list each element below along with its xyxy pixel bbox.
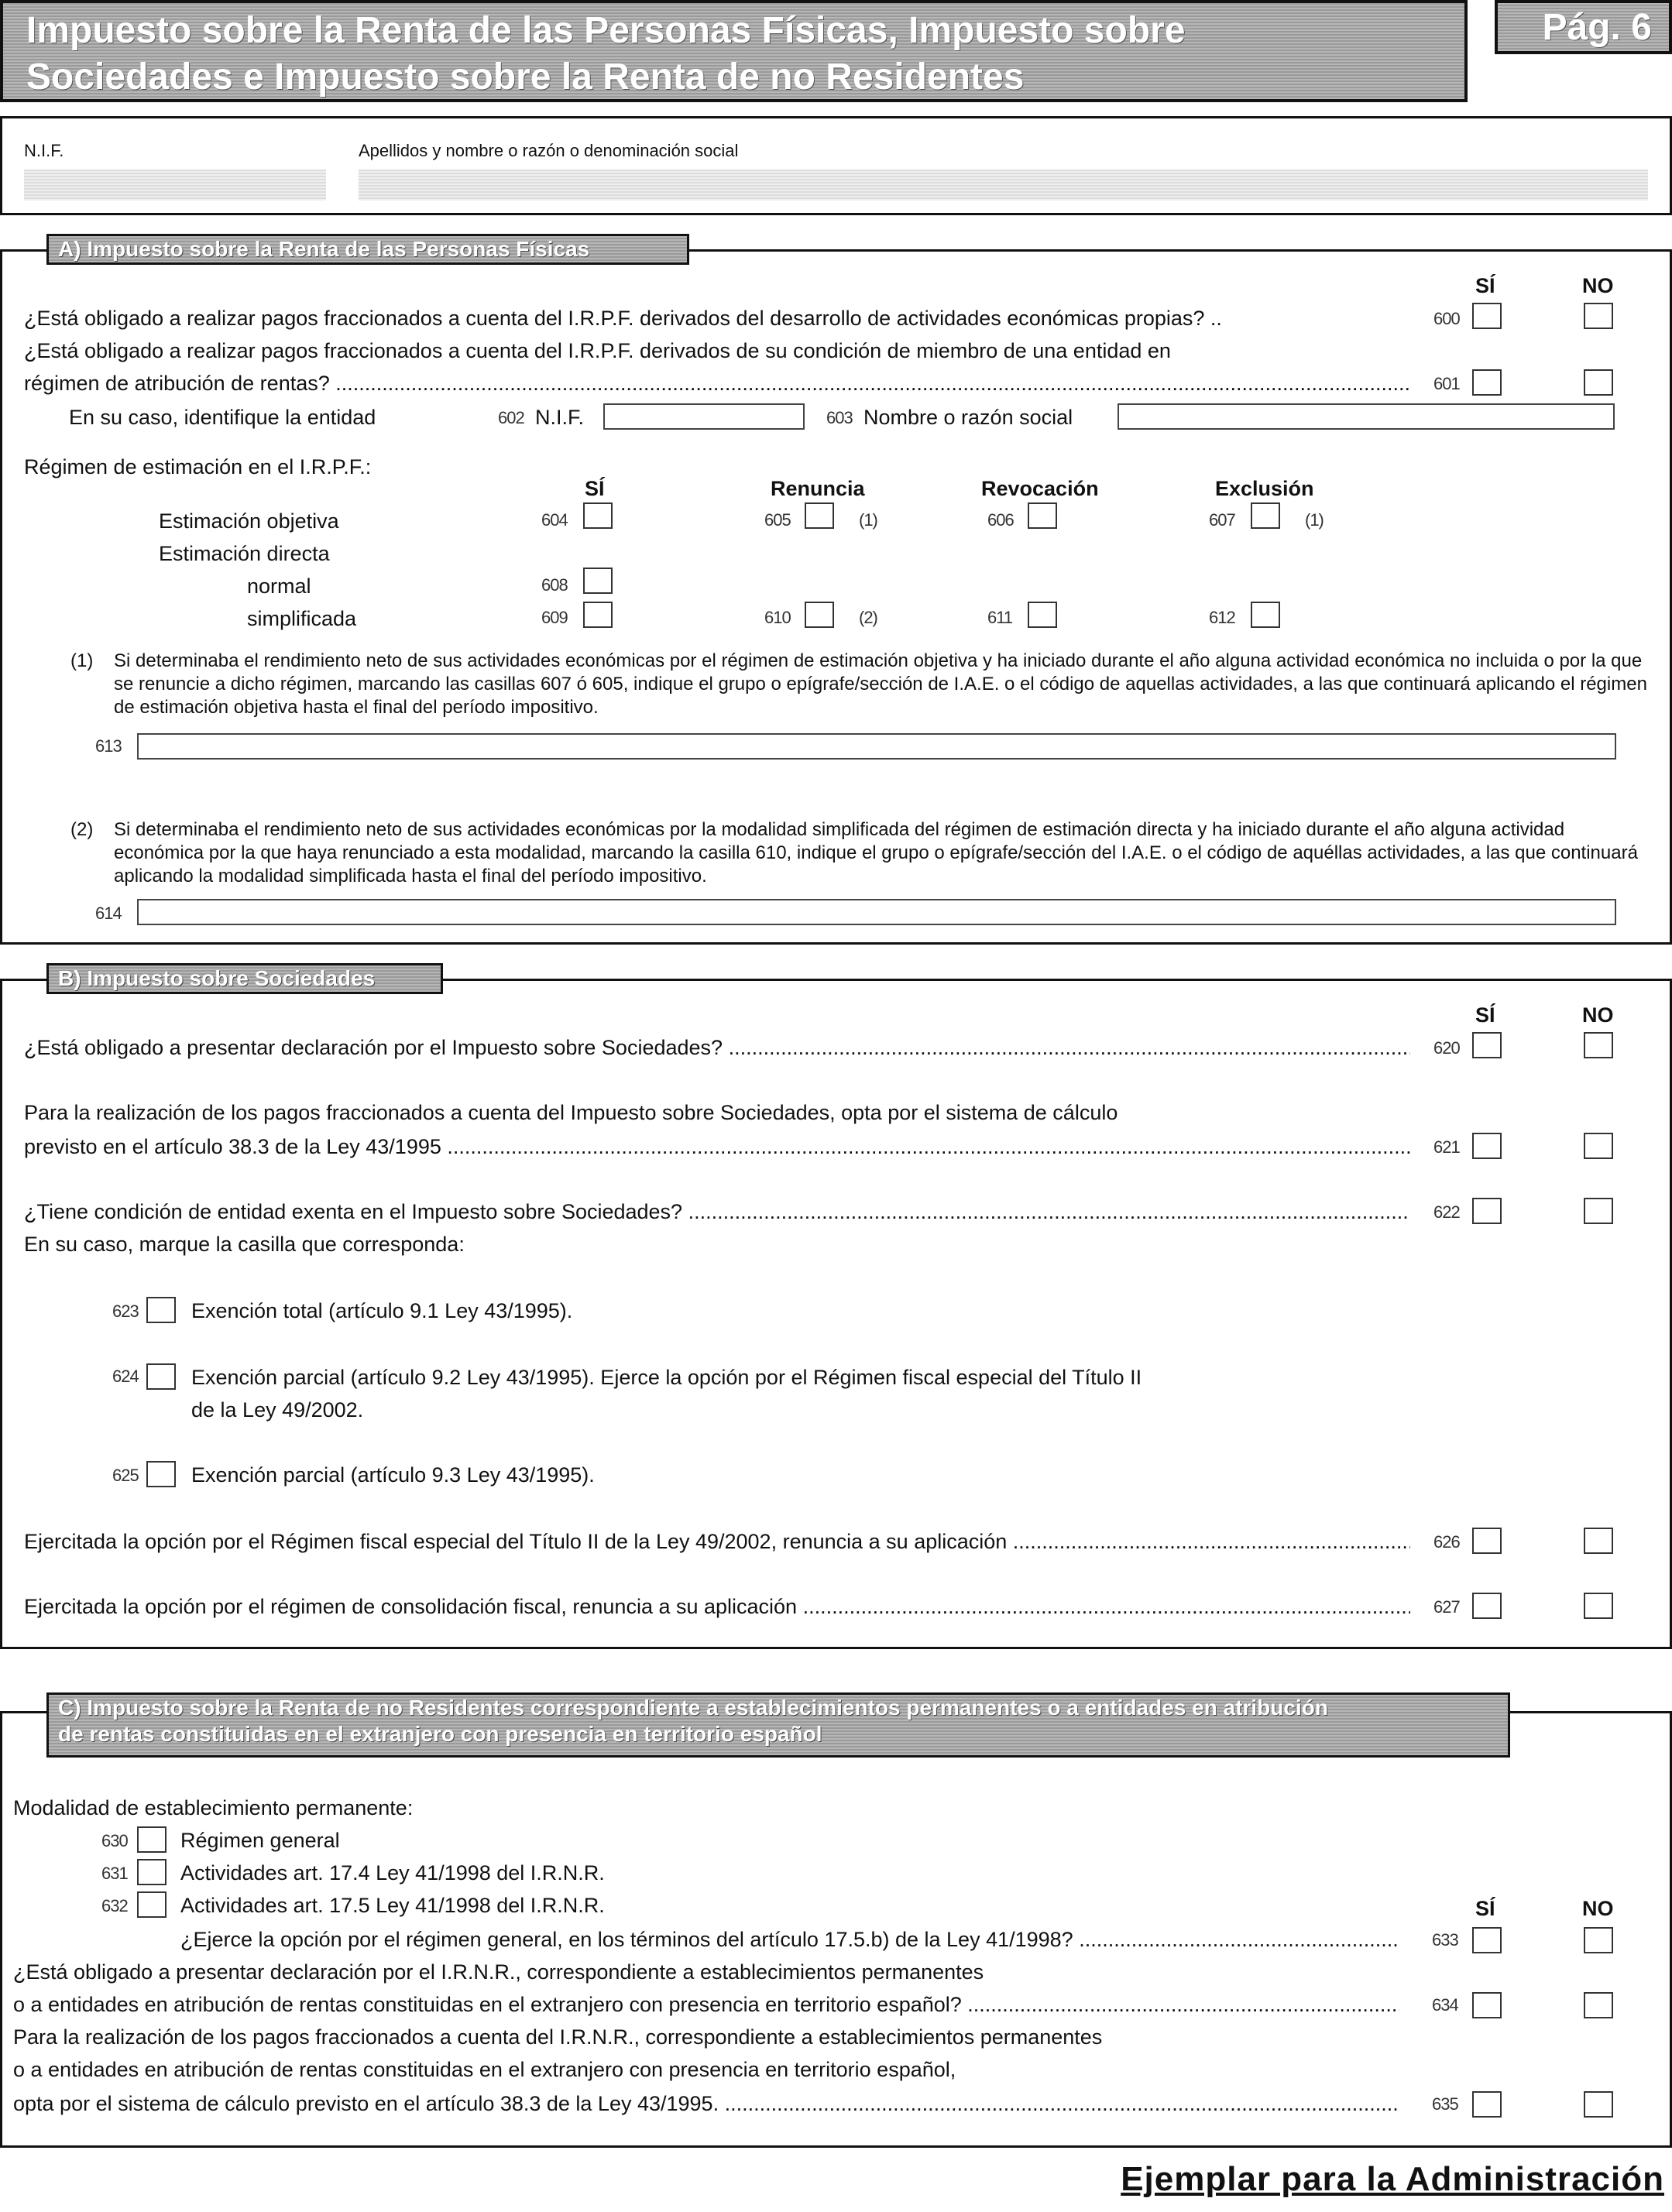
note-1-mark: (1) bbox=[70, 650, 94, 671]
no-header: NO bbox=[1582, 1003, 1614, 1027]
checkbox-620-no[interactable] bbox=[1584, 1032, 1613, 1058]
label-623: Exención total (artículo 9.1 Ley 43/1995). bbox=[191, 1299, 573, 1322]
question-634-line1: ¿Está obligado a presentar declaración por el I.R.N.R., correspondiente a establecimientos permanentes bbox=[13, 1960, 984, 1984]
code-601: 601 bbox=[1433, 374, 1460, 393]
question-635-line1: Para la realización de los pagos fraccionados a cuenta del I.R.N.R., correspondiente a establecimientos permanentes bbox=[13, 2025, 1103, 2049]
field-614[interactable] bbox=[137, 899, 1616, 925]
code-632: 632 bbox=[101, 1896, 128, 1915]
entity-name-field[interactable] bbox=[1118, 403, 1615, 430]
checkbox-606[interactable] bbox=[1028, 502, 1057, 529]
form-title-banner bbox=[0, 0, 1468, 102]
note-2-mark: (2) bbox=[70, 819, 94, 840]
question-626: Ejercitada la opción por el Régimen fiscal especial del Título II de la Ley 49/2002, renuncia a su aplicación ..... bbox=[24, 1528, 1410, 1555]
question-635-line2: o a entidades en atribución de rentas constituidas en el extranjero con presencia en territorio español, bbox=[13, 2058, 956, 2081]
question-622-note: En su caso, marque la casilla que corresponda: bbox=[24, 1233, 465, 1256]
label-625: Exención parcial (artículo 9.3 Ley 43/1995). bbox=[191, 1463, 595, 1487]
checkbox-600-si[interactable] bbox=[1472, 303, 1502, 329]
checkbox-631[interactable] bbox=[137, 1859, 167, 1885]
checkbox-611[interactable] bbox=[1028, 602, 1057, 628]
question-634-line2: o a entidades en atribución de rentas constituidas en el extranjero con presencia en territorio español? ..... bbox=[13, 1991, 1399, 2018]
checkbox-626-si[interactable] bbox=[1472, 1528, 1502, 1554]
entity-nif-label: N.I.F. bbox=[535, 406, 585, 429]
estimacion-directa: Estimación directa bbox=[159, 542, 330, 565]
checkbox-624[interactable] bbox=[146, 1363, 176, 1390]
code-602: 602 bbox=[498, 408, 524, 427]
question-601-line2: régimen de atribución de rentas? ..... bbox=[24, 369, 1410, 397]
col-exclusion: Exclusión bbox=[1215, 477, 1314, 500]
checkbox-608[interactable] bbox=[583, 568, 613, 594]
form-title-line1: Impuesto sobre la Renta de las Personas Físicas, Impuesto sobre bbox=[26, 10, 1186, 51]
code-633: 633 bbox=[1432, 1930, 1458, 1950]
checkbox-632[interactable] bbox=[137, 1891, 167, 1918]
code-631: 631 bbox=[101, 1864, 128, 1883]
entity-nif-field[interactable] bbox=[603, 403, 805, 430]
code-627: 627 bbox=[1433, 1597, 1460, 1617]
label-631: Actividades art. 17.4 Ley 41/1998 del I.R.N.R. bbox=[180, 1861, 605, 1884]
checkbox-607[interactable] bbox=[1251, 502, 1280, 529]
form-title bbox=[26, 8, 1186, 101]
code-605: 605 bbox=[764, 510, 791, 530]
section-c-title bbox=[46, 1692, 1510, 1758]
col-si: SÍ bbox=[585, 477, 605, 500]
checkbox-635-si[interactable] bbox=[1472, 2091, 1502, 2118]
copy-label: Ejemplar para la Administración bbox=[1121, 2160, 1664, 2198]
si-header: SÍ bbox=[1475, 274, 1495, 297]
checkbox-626-no[interactable] bbox=[1584, 1528, 1613, 1554]
section-c-title-line2: de rentas constituidas en el extranjero con presencia en territorio español bbox=[58, 1722, 822, 1746]
checkbox-601-si[interactable] bbox=[1472, 369, 1502, 396]
name-label: Apellidos y nombre o razón o denominación social bbox=[359, 141, 739, 160]
question-620: ¿Está obligado a presentar declaración por el Impuesto sobre Sociedades? ..... bbox=[24, 1034, 1410, 1061]
code-622: 622 bbox=[1433, 1202, 1460, 1222]
section-a-panel bbox=[0, 249, 1672, 945]
checkbox-622-si[interactable] bbox=[1472, 1198, 1502, 1224]
label-624-line1: Exención parcial (artículo 9.2 Ley 43/1995). Ejerce la opción por el Régimen fiscal especial del Título II bbox=[191, 1366, 1142, 1389]
code-607: 607 bbox=[1209, 510, 1235, 530]
estimacion-objetiva: Estimación objetiva bbox=[159, 509, 339, 533]
question-627: Ejercitada la opción por el régimen de consolidación fiscal, renuncia a su aplicación ..... bbox=[24, 1593, 1410, 1620]
field-613[interactable] bbox=[137, 733, 1616, 760]
code-608: 608 bbox=[541, 575, 568, 595]
code-625: 625 bbox=[112, 1466, 139, 1485]
section-c-title-line1: C) Impuesto sobre la Renta de no Residentes correspondiente a establecimientos permanentes o a entidades en atribución bbox=[58, 1696, 1328, 1720]
ref-610: (2) bbox=[859, 608, 877, 627]
checkbox-630[interactable] bbox=[137, 1826, 167, 1853]
code-626: 626 bbox=[1433, 1532, 1460, 1552]
checkbox-600-no[interactable] bbox=[1584, 303, 1613, 329]
col-renuncia: Renuncia bbox=[771, 477, 865, 500]
page-number: Pág. 6 bbox=[1542, 7, 1652, 48]
question-621-line1: Para la realización de los pagos fraccionados a cuenta del Impuesto sobre Sociedades, opta por el sistema de cálculo bbox=[24, 1101, 1118, 1124]
code-604: 604 bbox=[541, 510, 568, 530]
code-621: 621 bbox=[1433, 1137, 1460, 1157]
checkbox-604[interactable] bbox=[583, 502, 613, 529]
form-title-line2: Sociedades e Impuesto sobre la Renta de no Residentes bbox=[26, 57, 1025, 98]
checkbox-627-si[interactable] bbox=[1472, 1593, 1502, 1619]
section-a-title: A) Impuesto sobre la Renta de las Personas Físicas bbox=[46, 234, 689, 265]
regimen-label: Régimen de estimación en el I.R.P.F.: bbox=[24, 455, 372, 478]
note-1: Si determinaba el rendimiento neto de sus actividades económicas por el régimen de estimación objetiva y ha iniciado durante el año alguna actividad económica no incluida o por la que se renuncie a dicho régimen, marcando las casillas 607 ó 605, indique el grupo o epígrafe/sección de I.A.E. o el código de aquellas actividades, a las que continuará aplicando el régimen de estimación objetiva hasta el final del período impositivo. bbox=[114, 650, 1647, 718]
identify-entity-label: En su caso, identifique la entidad bbox=[69, 406, 376, 429]
code-630: 630 bbox=[101, 1831, 128, 1850]
code-634: 634 bbox=[1432, 1995, 1458, 2015]
nif-label: N.I.F. bbox=[24, 141, 64, 160]
nif-input[interactable] bbox=[24, 170, 326, 201]
checkbox-635-no[interactable] bbox=[1584, 2091, 1613, 2118]
checkbox-621-no[interactable] bbox=[1584, 1133, 1613, 1159]
ref-607: (1) bbox=[1305, 510, 1324, 530]
label-630: Régimen general bbox=[180, 1829, 340, 1852]
code-624: 624 bbox=[112, 1367, 139, 1386]
checkbox-633-si[interactable] bbox=[1472, 1927, 1502, 1953]
name-input[interactable] bbox=[359, 170, 1648, 201]
question-600: ¿Está obligado a realizar pagos fraccionados a cuenta del I.R.P.F. derivados del desarrollo de actividades económicas propias? .. bbox=[24, 307, 1222, 330]
code-614: 614 bbox=[95, 904, 122, 923]
question-622: ¿Tiene condición de entidad exenta en el Impuesto sobre Sociedades? ..... bbox=[24, 1198, 1410, 1226]
checkbox-627-no[interactable] bbox=[1584, 1593, 1613, 1619]
normal-label: normal bbox=[247, 574, 311, 598]
note-2: Si determinaba el rendimiento neto de sus actividades económicas por la modalidad simplificada del régimen de estimación directa y ha iniciado durante el año alguna actividad económica por la que haya renunciado a esta modalidad, marcando la casilla 610, indique el grupo o epígrafe/sección del I.A.E. o el código de aquéllas actividades, a las que continuará aplicando la modalidad simplificada hasta el final del período impositivo. bbox=[114, 819, 1638, 887]
label-632: Actividades art. 17.5 Ley 41/1998 del I.R.N.R. bbox=[180, 1894, 605, 1917]
checkbox-633-no[interactable] bbox=[1584, 1927, 1613, 1953]
checkbox-622-no[interactable] bbox=[1584, 1198, 1613, 1224]
col-revocacion: Revocación bbox=[981, 477, 1099, 500]
question-601-line1: ¿Está obligado a realizar pagos fraccionados a cuenta del I.R.P.F. derivados de su condición de miembro de una entidad en bbox=[24, 339, 1171, 362]
code-603: 603 bbox=[826, 408, 853, 427]
checkbox-634-no[interactable] bbox=[1584, 1992, 1613, 2018]
question-621-line2: previsto en el artículo 38.3 de la Ley 43/1995 ..... bbox=[24, 1133, 1410, 1161]
si-header: SÍ bbox=[1475, 1897, 1495, 1920]
entity-name-label: Nombre o razón social bbox=[863, 406, 1073, 429]
checkbox-625[interactable] bbox=[146, 1461, 176, 1487]
code-613: 613 bbox=[95, 736, 122, 756]
question-633: ¿Ejerce la opción por el régimen general, en los términos del artículo 17.5.b) de la Ley 41/1998? ..... bbox=[180, 1926, 1399, 1953]
section-b-title: B) Impuesto sobre Sociedades bbox=[46, 963, 443, 994]
no-header: NO bbox=[1582, 274, 1614, 297]
no-header: NO bbox=[1582, 1897, 1614, 1920]
question-635-line3: opta por el sistema de cálculo previsto en el artículo 38.3 de la Ley 43/1995. ..... bbox=[13, 2090, 1399, 2118]
checkbox-605[interactable] bbox=[805, 502, 834, 529]
code-623: 623 bbox=[112, 1301, 139, 1321]
code-606: 606 bbox=[987, 510, 1014, 530]
si-header: SÍ bbox=[1475, 1003, 1495, 1027]
label-624-line2: de la Ley 49/2002. bbox=[191, 1398, 364, 1422]
page-number-box bbox=[1495, 0, 1672, 54]
code-635: 635 bbox=[1432, 2094, 1458, 2114]
code-611: 611 bbox=[987, 608, 1013, 627]
code-610: 610 bbox=[764, 608, 791, 627]
checkbox-612[interactable] bbox=[1251, 602, 1280, 628]
checkbox-621-si[interactable] bbox=[1472, 1133, 1502, 1159]
ref-605: (1) bbox=[859, 510, 877, 530]
code-609: 609 bbox=[541, 608, 568, 627]
checkbox-634-si[interactable] bbox=[1472, 1992, 1502, 2018]
section-b-panel bbox=[0, 979, 1672, 1649]
code-620: 620 bbox=[1433, 1038, 1460, 1058]
code-600: 600 bbox=[1433, 309, 1460, 328]
identification-panel bbox=[0, 116, 1672, 215]
checkbox-620-si[interactable] bbox=[1472, 1032, 1502, 1058]
code-612: 612 bbox=[1209, 608, 1235, 627]
checkbox-609[interactable] bbox=[583, 602, 613, 628]
checkbox-623[interactable] bbox=[146, 1297, 176, 1323]
section-c-panel bbox=[0, 1711, 1672, 2148]
checkbox-601-no[interactable] bbox=[1584, 369, 1613, 396]
simplificada-label: simplificada bbox=[247, 607, 357, 630]
checkbox-610[interactable] bbox=[805, 602, 834, 628]
modalidad-label: Modalidad de establecimiento permanente: bbox=[13, 1796, 414, 1819]
